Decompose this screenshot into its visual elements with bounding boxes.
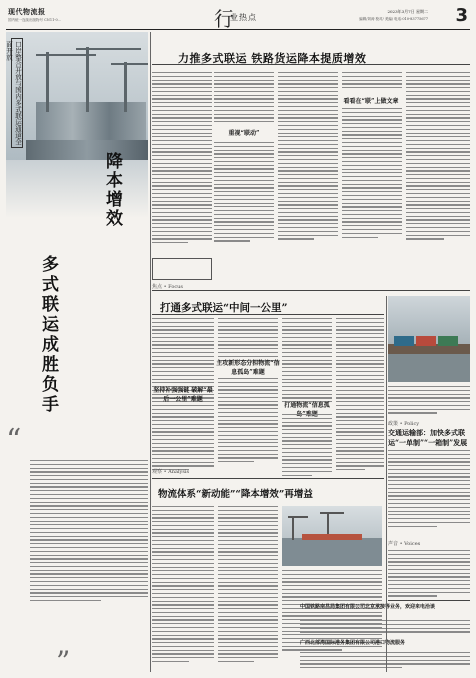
left-column-text — [30, 460, 148, 604]
subhead-1: 重视“联动” — [228, 130, 260, 137]
voices-tag: 声音 • Voices — [388, 541, 421, 547]
hero-image — [6, 32, 148, 257]
masthead — [6, 6, 470, 30]
subhead-3: 看看在“联”上做文章 — [343, 98, 399, 105]
subhead-4: 主攻新形态分担物流“信息孤岛”难题 — [216, 360, 280, 376]
port-photo — [282, 506, 382, 566]
page-number: 3 — [455, 5, 468, 26]
focus-tag: 焦点 • Focus — [152, 284, 183, 290]
publication-code: 国内统一连续出版物号 CN11-0... — [8, 18, 62, 22]
note-box — [152, 258, 212, 280]
hero-headline-a: 降本增效 — [102, 152, 122, 228]
section-title-big: 行 — [214, 7, 234, 31]
footer-ad-2: 广西北部湾国际港务集团有限公司港口物流服务 — [300, 640, 406, 646]
section-title-small: 业热点 — [230, 13, 257, 22]
hero-headline-b: 多式联运成胜负手 — [38, 255, 58, 415]
quote-block — [6, 423, 66, 458]
hero-tagline: 口岸整合开放与国内多式联运通道全面开放 — [11, 38, 23, 148]
subhead-5: 坚持补强强链 破解“最后一公里”难题 — [153, 387, 213, 403]
open-quote-icon: “ — [6, 423, 22, 458]
policy-tag: 政策 • Policy — [388, 421, 420, 427]
subhead-6: 打通物流“信息孤 — [284, 402, 330, 409]
editorial-staff: 编辑/刘涛 校对/ 美编/ 电话:010-83775677 — [359, 17, 428, 21]
policy-headline: 交通运输部：加快多式联运“一单制”“一箱制”发展 — [388, 428, 468, 447]
headline-middle: 打通多式联运“中间一公里” — [160, 302, 288, 314]
headline-top: 力推多式联运 铁路货运降本提质增效 — [178, 52, 367, 65]
close-quote-icon: ” — [56, 645, 71, 678]
issue-date: 2023年3月7日 星期二 — [387, 9, 428, 14]
newspaper-logo: 现代物流报 — [8, 7, 46, 16]
train-photo — [388, 296, 470, 382]
footer-ad-1: 中国铁路南昌局集团有限公司北京承接等业务，欢迎来电洽谈 — [300, 604, 436, 610]
analysis-tag: 观察 • Analysis — [152, 469, 190, 475]
headline-bottom: 物流体系“新动能”“降本增效”再增益 — [158, 489, 313, 500]
